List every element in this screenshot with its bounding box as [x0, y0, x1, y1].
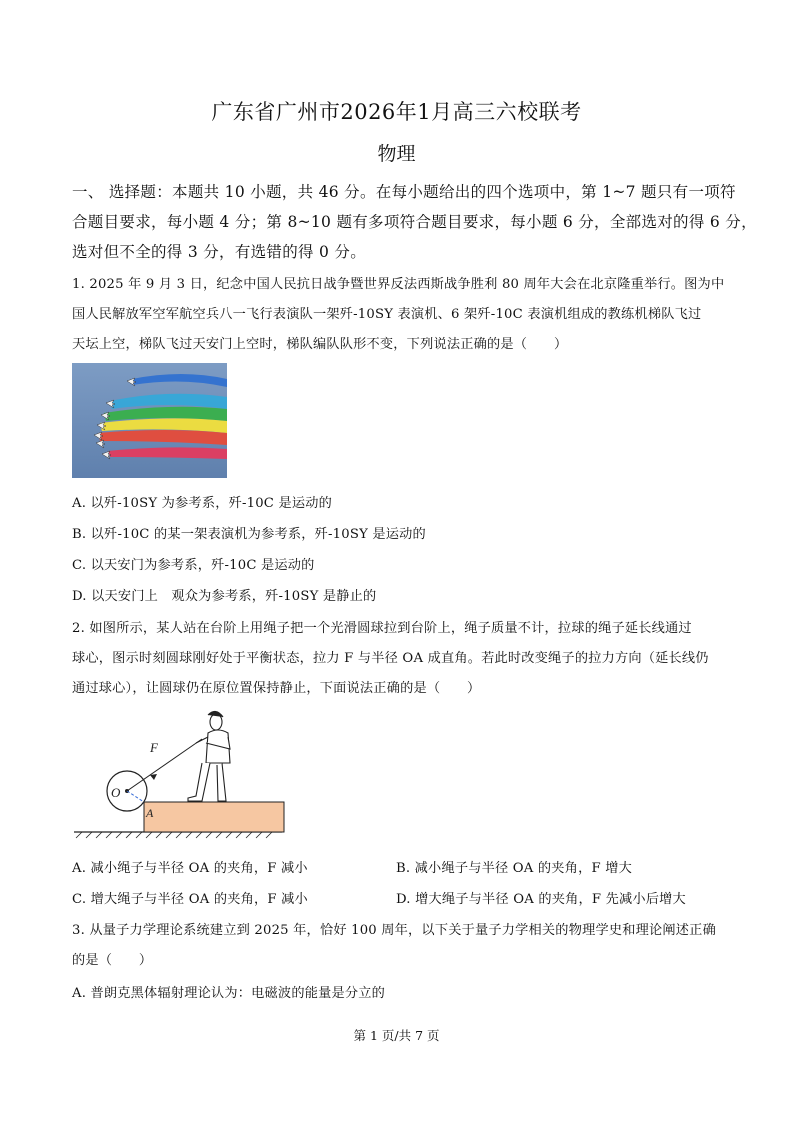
- q3-stem-line-1: 3. 从量子力学理论系统建立到 2025 年，恰好 100 周年，以下关于量子力学相关的物理学史和理论阐述正确: [72, 923, 716, 938]
- q2-option-c: C. 增大绳子与半径 OA 的夹角，F 减小: [72, 892, 308, 907]
- q1-option-c: C. 以天安门为参考系，歼-10C 是运动的: [72, 558, 315, 573]
- q3-option-a: A. 普朗克黑体辐射理论认为：电磁波的能量是分立的: [72, 986, 386, 1001]
- q2-option-b: B. 减小绳子与半径 OA 的夹角，F 增大: [396, 861, 632, 876]
- page-footer: 第 1 页/共 7 页: [353, 1028, 440, 1043]
- q2-option-d: D. 增大绳子与半径 OA 的夹角，F 先减小后增大: [396, 892, 686, 907]
- q1-option-b: B. 以歼-10C 的某一架表演机为参考系，歼-10SY 是运动的: [72, 527, 426, 542]
- q2-stem-line-2: 球心，图示时刻圆球刚好处于平衡状态，拉力 F 与半径 OA 成直角。若此时改变绳子的拉力方向（延长线仍: [72, 651, 709, 666]
- sphere-step-diagram: [70, 703, 286, 843]
- q2-stem-line-3: 通过球心），让圆球仍在原位置保持静止，下面说法正确的是（ ）: [72, 681, 481, 696]
- q1-stem-line-2: 国人民解放军空军航空兵八一飞行表演队一架歼-10SY 表演机、6 架歼-10C 表演机组成的教练机梯队飞过: [72, 307, 702, 322]
- center-label: O: [111, 785, 121, 800]
- q1-option-a: A. 以歼-10SY 为参考系，歼-10C 是运动的: [72, 496, 333, 511]
- q1-stem-line-1: 1. 2025 年 9 月 3 日，纪念中国人民抗日战争暨世界反法西斯战争胜利 80 周年大会在北京隆重举行。图为中: [72, 277, 725, 292]
- subject-title: 物理: [377, 143, 416, 165]
- q1-option-d: D. 以天安门上 观众为参考系，歼-10SY 是静止的: [72, 589, 377, 604]
- q2-option-a: A. 减小绳子与半径 OA 的夹角，F 减小: [72, 861, 308, 876]
- q2-stem-line-1: 2. 如图所示，某人站在台阶上用绳子把一个光滑圆球拉到台阶上，绳子质量不计，拉球的绳子延长线通过: [72, 621, 692, 636]
- q1-stem-line-3: 天坛上空，梯队飞过天安门上空时，梯队编队队形不变，下列说法正确的是（ ）: [72, 337, 568, 352]
- force-label: F: [150, 740, 158, 755]
- section-intro-line-2: 合题目要求，每小题 4 分；第 8~10 题有多项符合题目要求，每小题 6 分，全部选对的得 6 分，: [72, 213, 757, 231]
- aerobatic-formation-photo: [72, 363, 227, 478]
- section-intro-line-1: 一、 选择题：本题共 10 小题，共 46 分。在每小题给出的四个选项中，第 1~7 题只有一项符: [72, 183, 736, 201]
- q3-stem-line-2: 的是（ ）: [72, 953, 153, 968]
- point-label: A: [146, 806, 154, 820]
- section-intro-line-3: 选对但不全的得 3 分，有选错的得 0 分。: [72, 243, 367, 261]
- page-title: 广东省广州市2026年1月高三六校联考: [211, 100, 582, 124]
